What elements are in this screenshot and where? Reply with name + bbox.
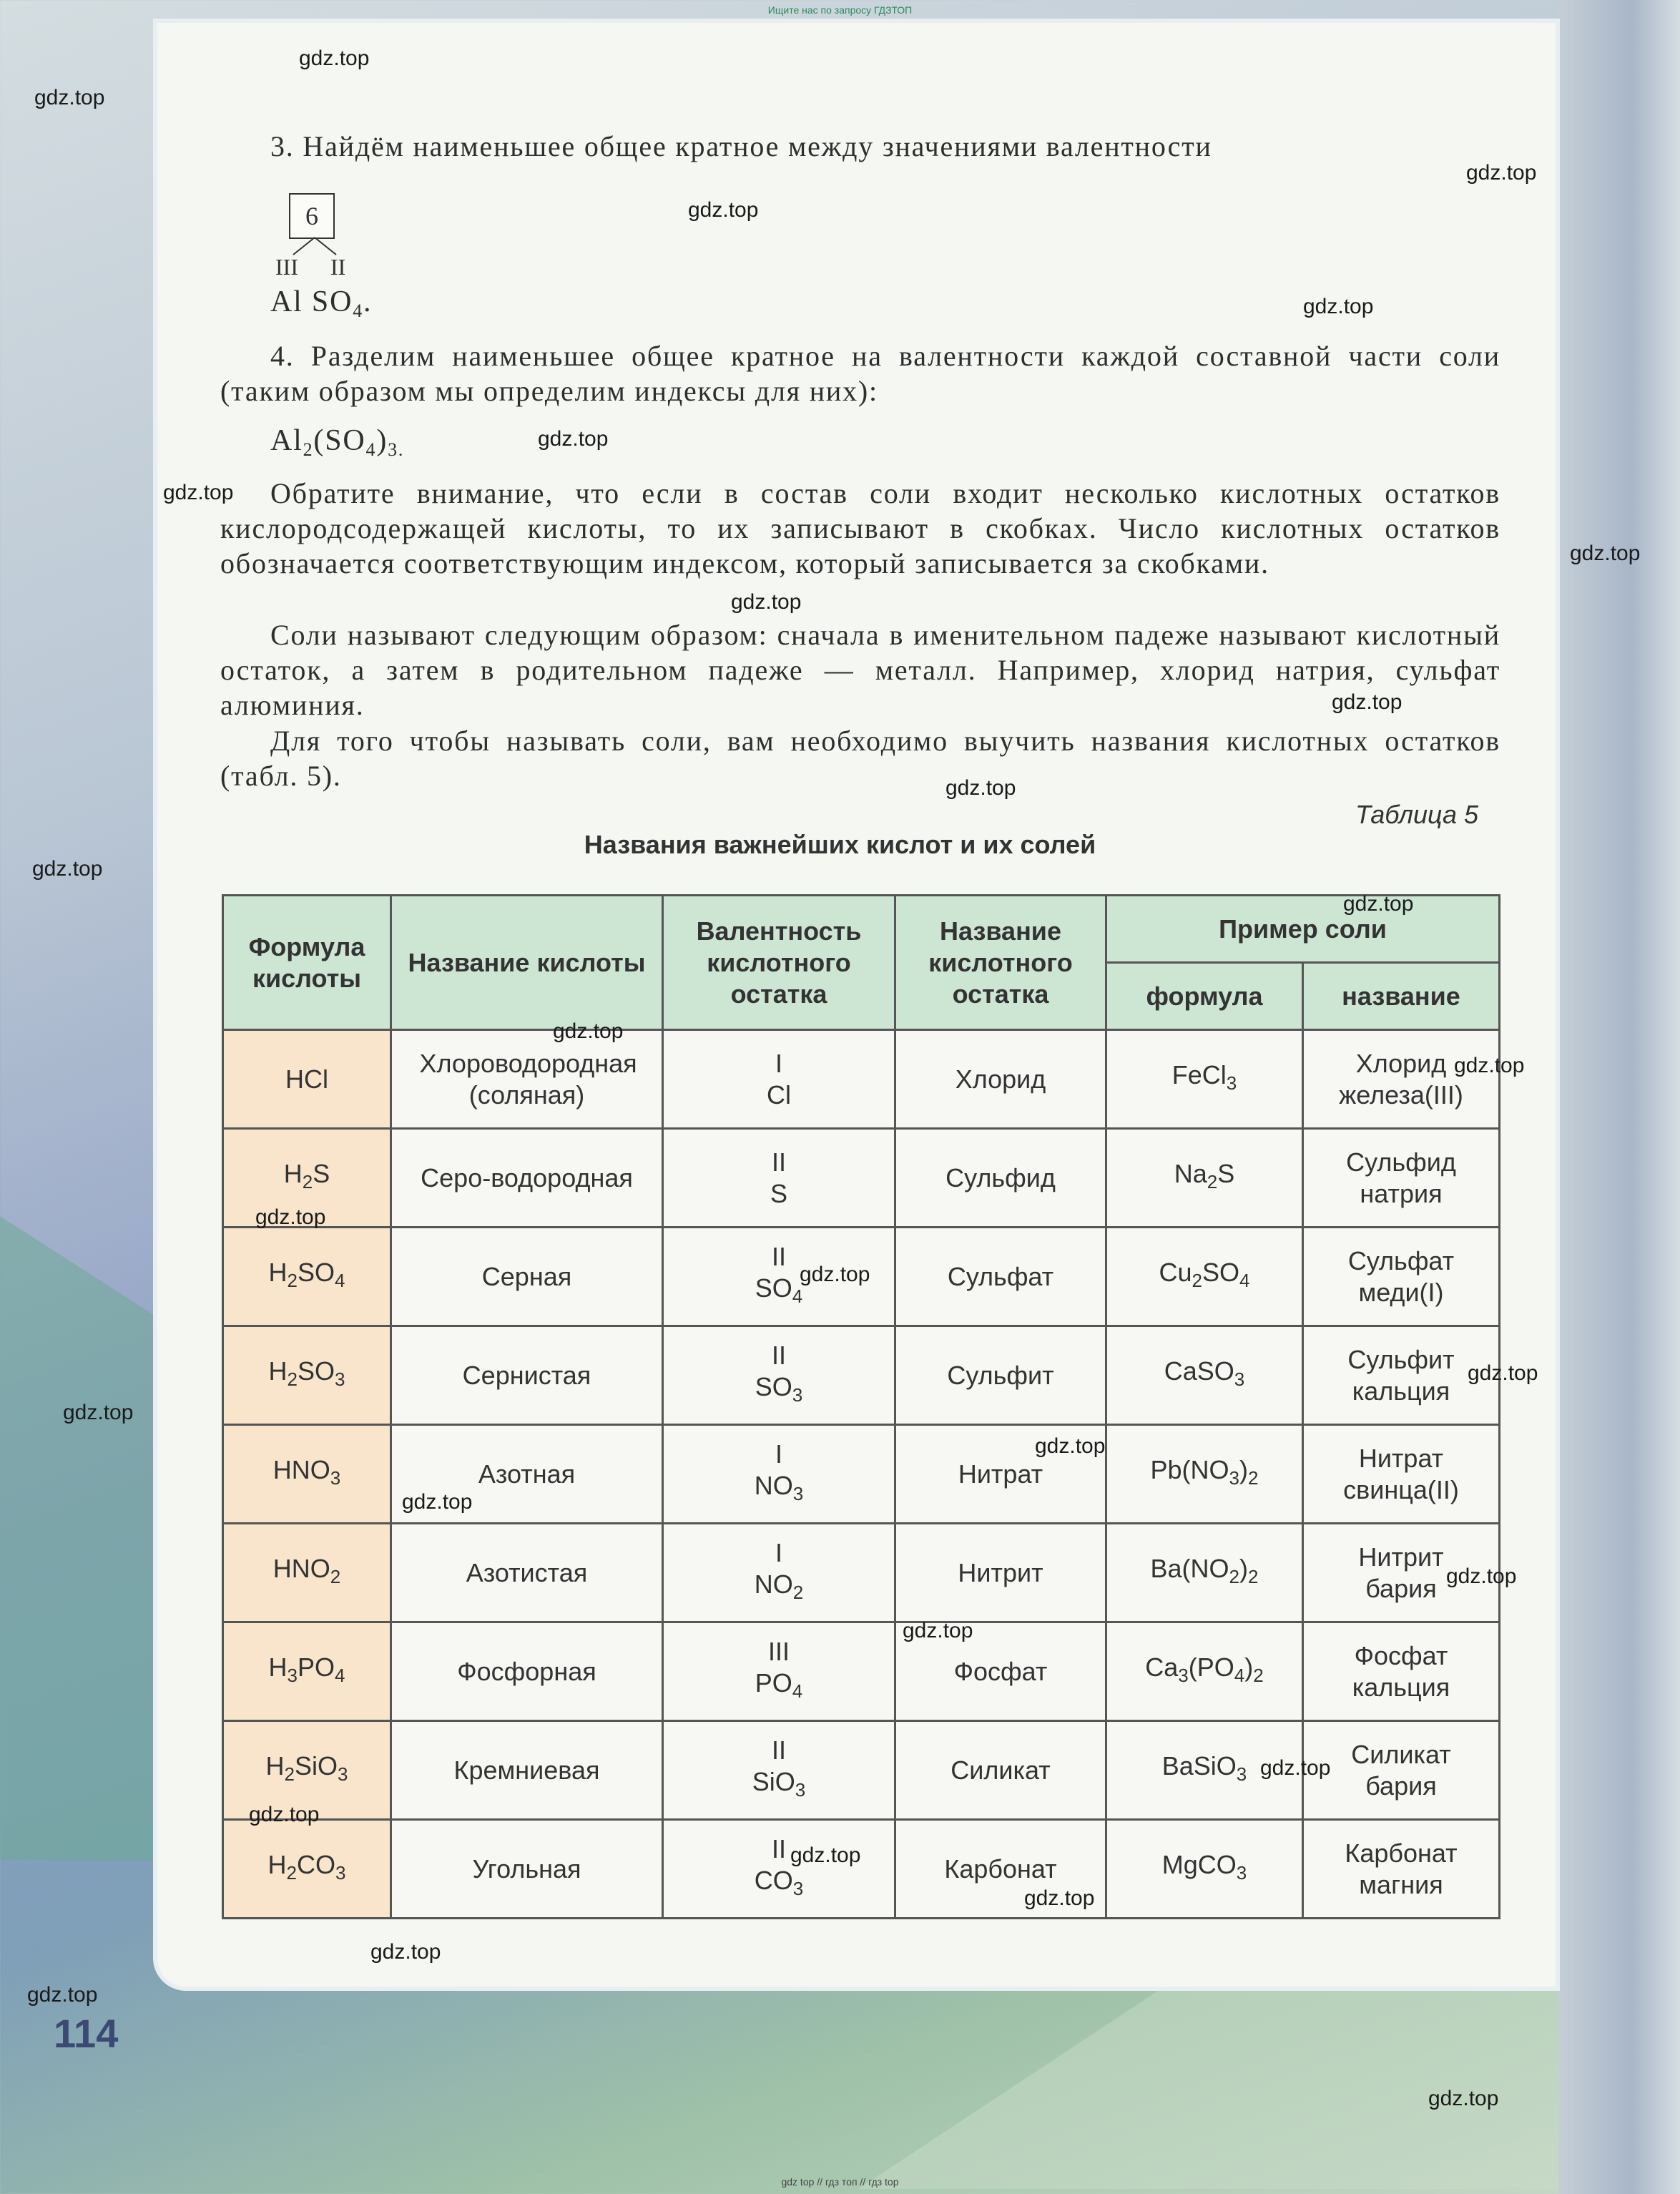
- salt-formula-cell: $Ca_3(PO_4)_2$: [1106, 1622, 1303, 1721]
- note-paragraph: Обратите внимание, что если в состав соли входит несколько кислотных остатков кислородсодержащей кислоты, то их записывают в скобках. Число кислотных остатков обозначается соответствующим индексом, который записывается за скобками.: [220, 477, 1500, 579]
- header-residue-name: Название кислотного остатка: [895, 896, 1106, 1030]
- acid-name-cell: Кремниевая: [391, 1721, 663, 1820]
- acid-name-cell: Азотная: [391, 1425, 663, 1524]
- watermark: gdz.top: [249, 1803, 320, 1826]
- acid-formula-cell: $H_2SiO_3$: [223, 1721, 391, 1820]
- header-salt-name: название: [1303, 963, 1500, 1030]
- header-acid-formula: Формула кислоты: [223, 896, 391, 1030]
- page-number: 114: [54, 2011, 119, 2056]
- watermark: gdz.top: [731, 590, 802, 614]
- valence-cell: II $CO_3$: [663, 1820, 895, 1919]
- watermark: gdz.top: [370, 1940, 441, 1964]
- acid-formula-cell: $HNO_3$: [223, 1425, 391, 1524]
- valence-cell: II $SO_3$: [663, 1326, 895, 1425]
- watermark: gdz.top: [1035, 1434, 1106, 1458]
- salt-formula-cell: $Ba(NO_2)_2$: [1106, 1524, 1303, 1622]
- result-formula: $Al_2(SO_4)_{3.}$: [270, 424, 405, 460]
- table-caption: Таблица 5: [1355, 800, 1479, 829]
- watermark: gdz.top: [34, 86, 105, 109]
- watermark: gdz.top: [538, 427, 609, 451]
- watermark: gdz.top: [1428, 2087, 1499, 2110]
- salt-name-cell: Сульфид натрия: [1303, 1129, 1500, 1228]
- valence-cell: I Cl: [663, 1030, 895, 1129]
- table-row: [223, 1326, 1500, 1425]
- footer-notice: gdz top // гдз топ // гдз top: [781, 2176, 899, 2188]
- acid-formula-cell: $H_2S$: [223, 1129, 391, 1228]
- header-valence: Валентность кислотного остатка: [663, 896, 895, 1030]
- acid-formula-cell: $H_2SO_3$: [223, 1326, 391, 1425]
- lcm-box: 6: [289, 193, 335, 239]
- watermark: gdz.top: [945, 776, 1016, 800]
- acid-name-cell: Сернистая: [391, 1326, 663, 1425]
- residue-name-cell: Сульфат: [895, 1228, 1106, 1326]
- watermark: gdz.top: [63, 1401, 134, 1424]
- valence-al: III: [275, 254, 298, 280]
- lcm-branches: [283, 236, 347, 256]
- learn-paragraph: Для того чтобы называть соли, вам необходимо выучить названия кислотных остатков (табл. 5).: [220, 725, 1500, 792]
- watermark: gdz.top: [1303, 295, 1374, 318]
- valence-cell: II S: [663, 1129, 895, 1228]
- watermark: gdz.top: [27, 1983, 98, 2007]
- lcm-formula: Al $SO_4$.: [270, 285, 373, 321]
- watermark: gdz.top: [688, 198, 759, 222]
- naming-paragraph: Соли называют следующим образом: сначала в именительном падеже называют кислотный остаток, а затем в родительном падеже — металл. Например, хлорид натрия, сульфат алюминия.: [220, 619, 1500, 721]
- header-salt-formula: формула: [1106, 963, 1303, 1030]
- header-notice: Ищите нас по запросу ГДЗТОП: [767, 4, 913, 16]
- valence-cell: I $NO_3$: [663, 1425, 895, 1524]
- salt-name-cell: Сульфит кальция: [1303, 1326, 1500, 1425]
- valence-cell: II SiO$_3$: [663, 1721, 895, 1820]
- watermark: gdz.top: [1466, 161, 1537, 185]
- watermark: gdz.top: [255, 1205, 326, 1229]
- step-3-text: 3. Найдём наименьшее общее кратное между значениями валентности: [270, 130, 1212, 162]
- salt-formula-cell: BaSiO$_3$: [1106, 1721, 1303, 1820]
- residue-name-cell: Силикат: [895, 1721, 1106, 1820]
- salt-name-cell: Карбонат магния: [1303, 1820, 1500, 1919]
- header-salt-example: Пример соли: [1106, 896, 1500, 963]
- acid-name-cell: Хлороводородная (соляная): [391, 1030, 663, 1129]
- acid-formula-cell: $H_2SO_4$: [223, 1228, 391, 1326]
- salt-name-cell: Нитрат свинца(II): [1303, 1425, 1500, 1524]
- salt-formula-cell: $Cu_2SO_4$: [1106, 1228, 1303, 1326]
- salt-name-cell: Сульфат меди(I): [1303, 1228, 1500, 1326]
- salt-formula-cell: $Pb(NO_3)_2$: [1106, 1425, 1303, 1524]
- residue-name-cell: Нитрат: [895, 1425, 1106, 1524]
- valence-cell: I $NO_2$: [663, 1524, 895, 1622]
- table-row: [223, 1622, 1500, 1721]
- salt-formula-cell: FeCl$_3$: [1106, 1030, 1303, 1129]
- salt-name-cell: Силикат бария: [1303, 1721, 1500, 1820]
- watermark: gdz.top: [553, 1019, 624, 1043]
- acid-formula-cell: $HNO_2$: [223, 1524, 391, 1622]
- table-row: [223, 1820, 1500, 1919]
- residue-name-cell: Хлорид: [895, 1030, 1106, 1129]
- acid-formula-cell: $H_2CO_3$: [223, 1820, 391, 1919]
- watermark: gdz.top: [1454, 1054, 1525, 1077]
- valence-so4: II: [330, 254, 346, 280]
- watermark: gdz.top: [1343, 892, 1414, 916]
- residue-name-cell: Сульфит: [895, 1326, 1106, 1425]
- acid-name-cell: Угольная: [391, 1820, 663, 1919]
- acid-name-cell: Серо-водородная: [391, 1129, 663, 1228]
- acid-name-cell: Фосфорная: [391, 1622, 663, 1721]
- table-title: Названия важнейших кислот и их солей: [584, 830, 1096, 859]
- valence-cell: II $SO_4$: [663, 1228, 895, 1326]
- salt-formula-cell: $Na_2S$: [1106, 1129, 1303, 1228]
- table-row: [223, 1129, 1500, 1228]
- watermark: gdz.top: [1332, 690, 1403, 714]
- watermark: gdz.top: [790, 1843, 861, 1867]
- salt-formula-cell: MgCO$_3$: [1106, 1820, 1303, 1919]
- salt-name-cell: Нитрит бария: [1303, 1524, 1500, 1622]
- watermark: gdz.top: [163, 481, 234, 504]
- header-acid-name: Название кислоты: [391, 896, 663, 1030]
- step-4-text: 4. Разделим наименьшее общее кратное на валентности каждой составной части соли (таким образом мы определим индексы для них):: [220, 340, 1500, 407]
- acid-formula-cell: $H_3PO_4$: [223, 1622, 391, 1721]
- watermark: gdz.top: [1570, 542, 1641, 565]
- valence-cell: III $PO_4$: [663, 1622, 895, 1721]
- watermark: gdz.top: [903, 1619, 973, 1642]
- watermark: gdz.top: [800, 1263, 870, 1286]
- salt-name-cell: Фосфат кальция: [1303, 1622, 1500, 1721]
- salt-formula-cell: CaSO$_3$: [1106, 1326, 1303, 1425]
- book-edge: [1558, 0, 1680, 2194]
- watermark: gdz.top: [1468, 1361, 1538, 1385]
- watermark: gdz.top: [1260, 1756, 1331, 1780]
- residue-name-cell: Сульфид: [895, 1129, 1106, 1228]
- watermark: gdz.top: [1446, 1564, 1517, 1588]
- watermark: gdz.top: [402, 1490, 473, 1514]
- watermark: gdz.top: [32, 857, 103, 881]
- watermark: gdz.top: [299, 46, 370, 70]
- table-row: [223, 1524, 1500, 1622]
- residue-name-cell: Фосфат: [895, 1622, 1106, 1721]
- salt-name-cell: Хлорид железа(III): [1303, 1030, 1500, 1129]
- acid-name-cell: Серная: [391, 1228, 663, 1326]
- residue-name-cell: Карбонат: [895, 1820, 1106, 1919]
- watermark: gdz.top: [1024, 1886, 1095, 1910]
- table-row: [223, 1030, 1500, 1129]
- acid-formula-cell: HCl: [223, 1030, 391, 1129]
- residue-name-cell: Нитрит: [895, 1524, 1106, 1622]
- acid-name-cell: Азотистая: [391, 1524, 663, 1622]
